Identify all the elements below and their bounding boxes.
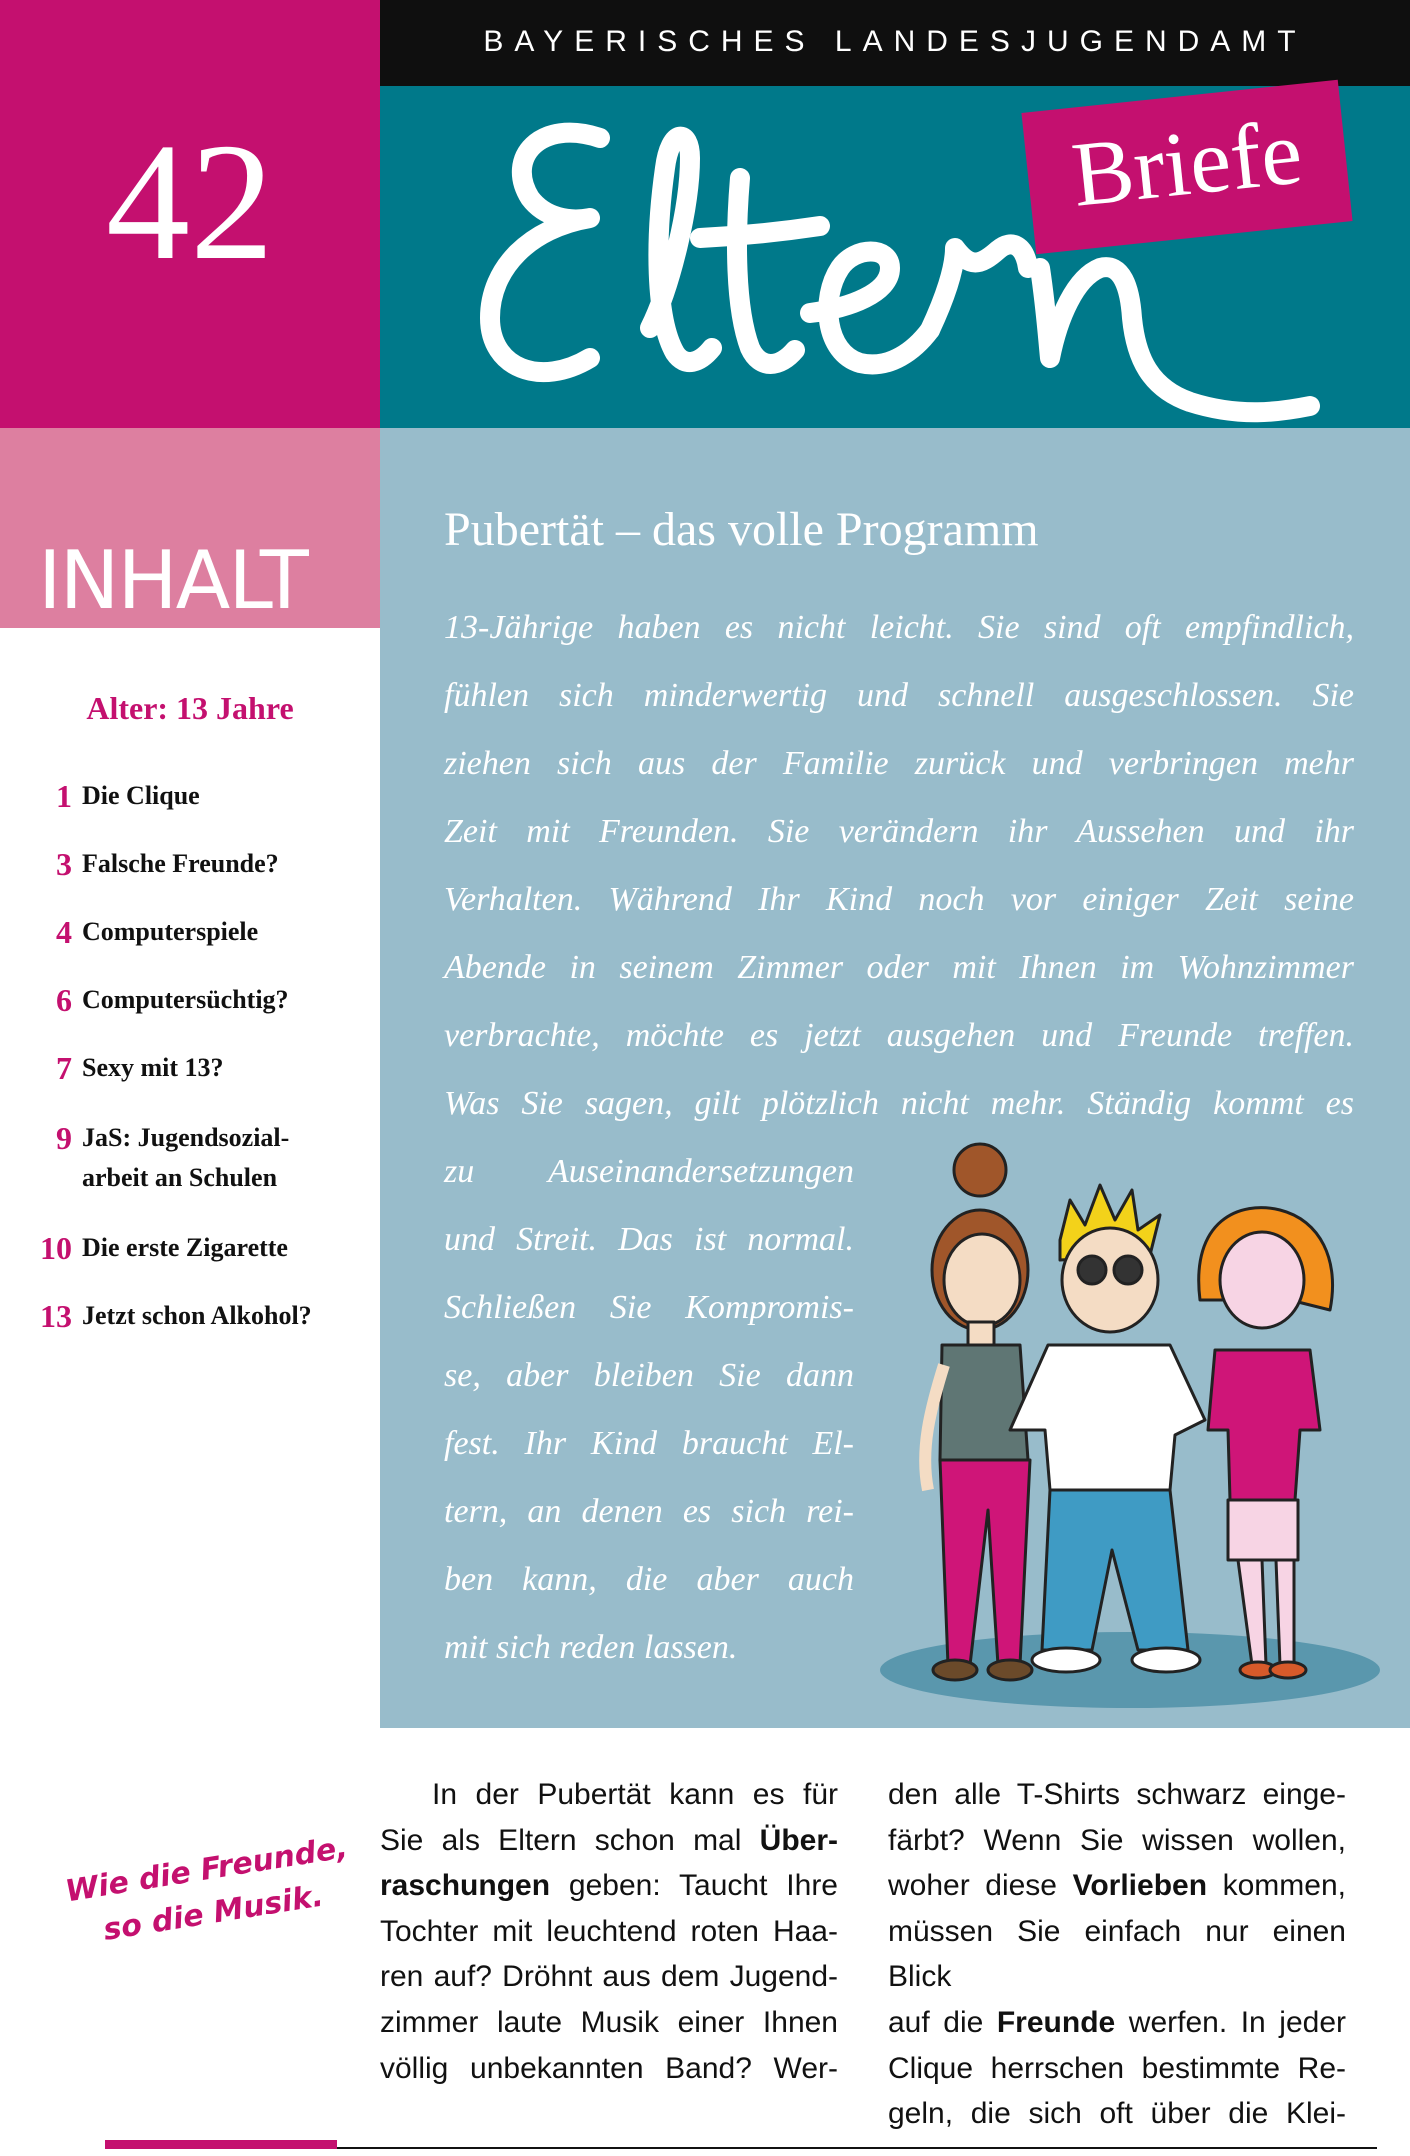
body-line: geln, die sich oft über die Klei- (888, 2097, 1346, 2131)
intro-line: fest. Ihr Kind braucht El- (444, 1425, 854, 1462)
intro-line: Was Sie sagen, gilt plötzlich nicht mehr. Ständig kommt es (444, 1085, 1354, 1122)
quote-text: Wie die Freunde, so die Musik. (62, 1830, 350, 1948)
toc-label: JaS: Jugendsozial- (82, 1123, 290, 1152)
intro-line: ziehen sich aus der Familie zurück und verbringen mehr (444, 745, 1354, 782)
footer-rule (337, 2147, 1377, 2149)
toc-page: 1 (56, 778, 72, 814)
toc-page: 4 (56, 914, 72, 950)
body-line: völlig unbekannten Band? Wer- (380, 2051, 838, 2085)
toc-label: Die erste Zigarette (82, 1233, 288, 1262)
toc-item[interactable] (24, 844, 374, 884)
intro-line: se, aber bleiben Sie dann (444, 1357, 854, 1394)
toc-label: Die Clique (82, 781, 200, 810)
toc-label: Jetzt schon Alkohol? (82, 1301, 312, 1330)
intro-text (444, 594, 1354, 1138)
intro-line: tern, an denen es sich rei- (444, 1493, 854, 1530)
toc-item[interactable] (24, 1296, 374, 1336)
body-line (380, 1818, 838, 1864)
toc-item[interactable] (24, 1118, 374, 1198)
intro-line: Verhalten. Während Ihr Kind noch vor einiger Zeit seine (444, 881, 1354, 918)
toc-item[interactable] (24, 1228, 374, 1268)
body-emphasis: Freunde (996, 2005, 1116, 2039)
body-line: Clique herrschen bestimmte Re- (888, 2051, 1346, 2085)
body-text: auf die (888, 2005, 997, 2039)
body-emphasis: Vorlieben (1072, 1869, 1208, 1903)
body-column-right (888, 1772, 1346, 2137)
issue-number: 42 (106, 109, 274, 295)
body-text: woher diese (888, 1869, 1073, 1903)
intro-line: ben kann, die aber auch (444, 1561, 854, 1598)
intro-line: mit sich reden lassen. (444, 1629, 738, 1666)
intro-text-continued (444, 1138, 854, 1682)
body-line: ren auf? Dröhnt aus dem Jugend- (380, 1960, 838, 1994)
body-text: geben: Taucht Ihre (550, 1869, 838, 1903)
intro-line: zu Auseinandersetzungen (444, 1153, 854, 1190)
body-text: kommen, (1207, 1869, 1346, 1903)
body-line: zimmer laute Musik einer Ihnen (380, 2005, 838, 2039)
body-line: In der Pubertät kann es für (432, 1778, 838, 1811)
intro-line: Abende in seinem Zimmer oder mit Ihnen im Wohnzimmer (444, 949, 1354, 986)
toc-label-continued: arbeit an Schulen (82, 1163, 278, 1192)
body-line: färbt? Wenn Sie wissen wollen, (888, 1823, 1346, 1857)
body-line (888, 2000, 1346, 2046)
briefe-badge-label: Briefe (1067, 100, 1307, 226)
body-text: Sie als Eltern schon mal (380, 1823, 760, 1857)
toc-item[interactable] (24, 1048, 374, 1088)
toc-label: Computerspiele (82, 917, 259, 946)
intro-line: und Streit. Das ist normal. (444, 1221, 854, 1258)
toc-page: 9 (56, 1120, 72, 1156)
age-heading: Alter: 13 Jahre (86, 690, 294, 726)
toc-page: 10 (40, 1230, 72, 1266)
intro-line: Zeit mit Freunden. Sie verändern ihr Aussehen und ihr (444, 813, 1354, 850)
toc-page: 13 (40, 1298, 72, 1334)
body-line (380, 1863, 838, 1909)
toc-page: 3 (56, 846, 72, 882)
contents-heading: INHALT (38, 534, 307, 627)
body-emphasis: raschungen (380, 1869, 551, 1903)
toc-item[interactable] (24, 776, 374, 816)
body-column-left (380, 1772, 838, 2091)
intro-line: fühlen sich minderwertig und schnell ausgeschlossen. Sie (444, 677, 1354, 714)
toc-item[interactable] (24, 912, 374, 952)
body-line (888, 1863, 1346, 1909)
body-line: müssen Sie einfach nur einen Blick (888, 1914, 1346, 1994)
intro-line: verbrachte, möchte es jetzt ausgehen und Freunde treffen. (444, 1017, 1354, 1054)
toc-label: Computersüchtig? (82, 985, 289, 1014)
body-emphasis: Über- (759, 1823, 838, 1857)
toc-item[interactable] (24, 980, 374, 1020)
footer-accent-bar (105, 2140, 337, 2149)
teenagers-illustration (870, 1130, 1390, 1710)
body-line: den alle T-Shirts schwarz einge- (888, 1778, 1346, 1811)
toc-label: Falsche Freunde? (82, 849, 279, 878)
intro-line: 13-Jährige haben es nicht leicht. Sie sind oft empfindlich, (444, 609, 1354, 646)
toc-page: 6 (56, 982, 72, 1018)
article-title: Pubertät – das volle Programm (444, 503, 1039, 556)
body-line: Tochter mit leuchtend roten Haa- (380, 1914, 838, 1948)
toc-label: Sexy mit 13? (82, 1053, 224, 1082)
publisher-name: BAYERISCHES LANDESJUGENDAMT (483, 25, 1307, 58)
body-text: werfen. In jeder (1115, 2005, 1346, 2039)
toc-page: 7 (56, 1050, 72, 1086)
intro-line: Schließen Sie Kompromis- (444, 1289, 854, 1326)
